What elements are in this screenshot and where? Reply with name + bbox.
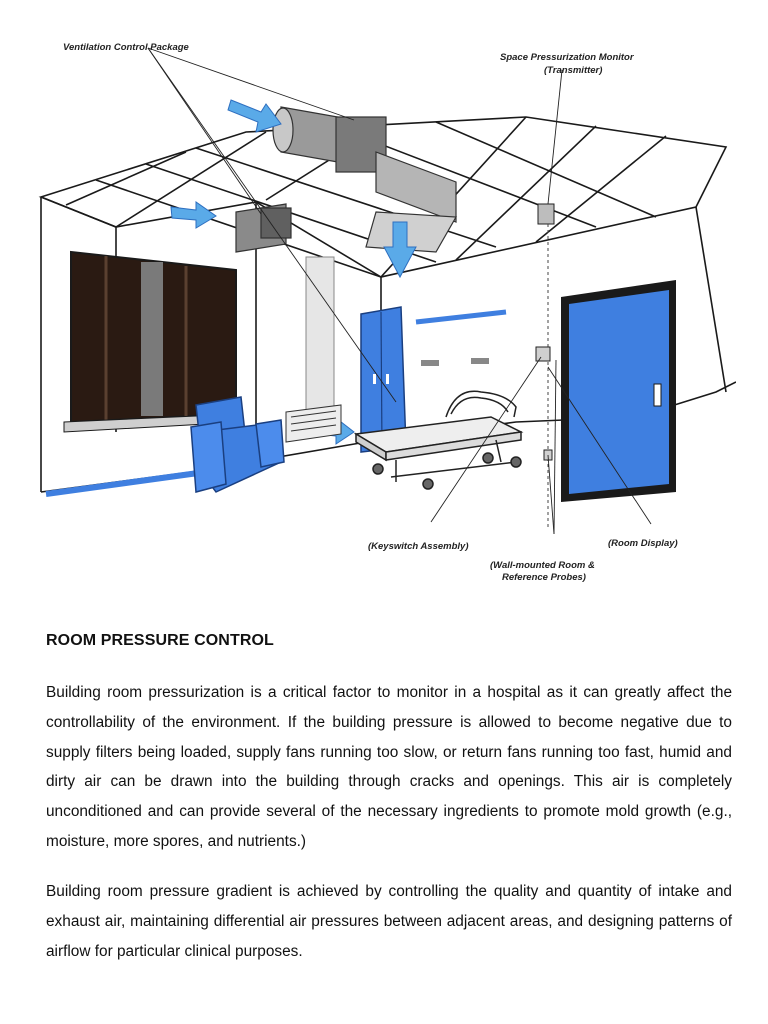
duct-column bbox=[306, 257, 334, 432]
diagram-svg bbox=[36, 22, 736, 587]
door bbox=[561, 280, 676, 502]
paragraph-pressure-gradient: Building room pressure gradient is achieved by controlling the quality and quantity of intake and exhaust air, maintaining differential air pressures between adjacent areas, and designing patterns of airflow for particular clinical purposes. bbox=[46, 883, 732, 960]
paragraph-pressurization: Building room pressurization is a critical factor to monitor in a hospital as it can greatly affect the controllability of the environment. If the building pressure is allowed to become negative due to supply filters being loaded, supply fans running too slow, or return fans running too fast, humid and dirty air can be drawn into the building through cracks and openings. This air is completely unconditioned and can provide several of the necessary ingredients to promote mold growth (e.g., moisture, more spores, and nutrients.) bbox=[46, 684, 732, 850]
label-transmitter: (Transmitter) bbox=[544, 65, 603, 76]
label-room-display: (Room Display) bbox=[608, 538, 678, 549]
label-pressurization-monitor: Space Pressurization Monitor bbox=[500, 52, 634, 63]
label-probes-line2: Reference Probes) bbox=[502, 572, 586, 583]
room-pressure-diagram bbox=[36, 22, 736, 587]
section-heading: ROOM PRESSURE CONTROL bbox=[46, 632, 274, 649]
label-ventilation-control: Ventilation Control Package bbox=[63, 42, 189, 53]
pressurization-monitor bbox=[538, 204, 554, 224]
label-probes-line1: (Wall-mounted Room & bbox=[490, 560, 595, 571]
room-display-device bbox=[536, 347, 550, 361]
label-keyswitch-assembly: (Keyswitch Assembly) bbox=[368, 541, 469, 552]
